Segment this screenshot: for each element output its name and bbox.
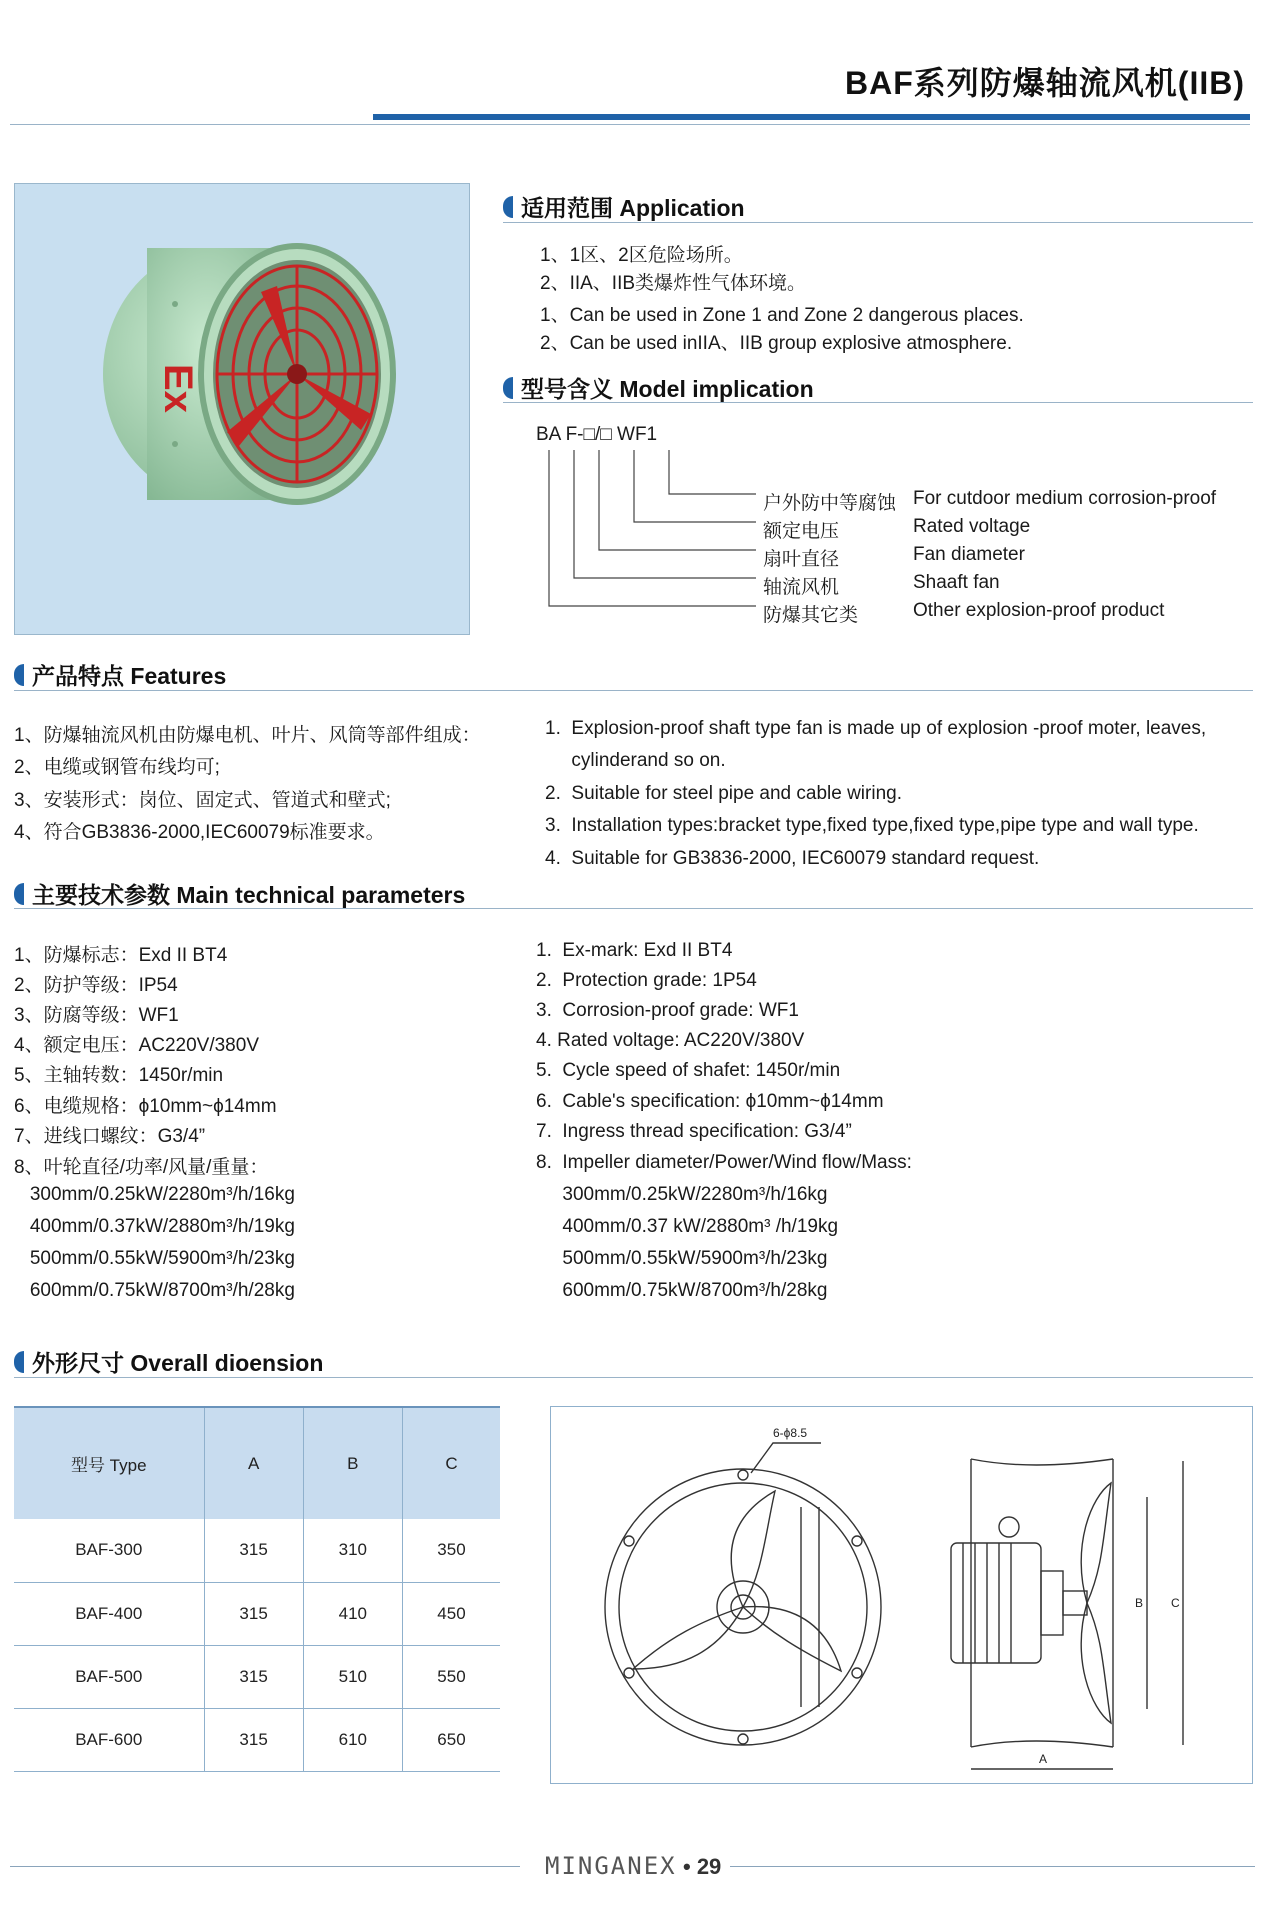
- dim-b-label: B: [1135, 1596, 1144, 1610]
- footer-line-left: [10, 1866, 520, 1867]
- model-code: BA F-□/□ WF1: [536, 424, 658, 445]
- feature-cn-line: 3、安装形式：岗位、固定式、管道式和壁式;: [14, 790, 391, 811]
- cell-c: 350: [402, 1519, 500, 1582]
- model-label-en: Rated voltage: [913, 516, 1031, 537]
- param-en-line: 4. Rated voltage: AC220V/380V: [536, 1030, 805, 1051]
- table-row: [14, 1645, 500, 1708]
- param-en-line: 7. Ingress thread specification: G3/4”: [536, 1121, 852, 1142]
- dimension-heading: 外形尺寸 Overall dioension: [14, 1345, 323, 1378]
- param-cn-line: 4、额定电压：AC220V/380V: [14, 1035, 259, 1056]
- cell-type: BAF-300: [14, 1519, 204, 1582]
- holes-label: 6-ϕ8.5: [773, 1426, 808, 1440]
- table-row: [14, 1519, 500, 1582]
- cell-c: 650: [402, 1708, 500, 1771]
- param-cn-line: 8、叶轮直径/功率/风量/重量：: [14, 1157, 269, 1178]
- model-heading: 型号含义 Model implication: [503, 371, 814, 404]
- feature-cn-line: 4、符合GB3836-2000,IEC60079标准要求。: [14, 822, 385, 843]
- col-header-c: C: [402, 1407, 500, 1519]
- ex-marking: Ex: [156, 364, 200, 413]
- model-label-cn: 户外防中等腐蚀: [763, 493, 897, 514]
- page-number: • 29: [683, 1854, 722, 1879]
- feature-en-line: 4. Suitable for GB3836-2000, IEC60079 standard request.: [545, 848, 1040, 869]
- cell-a: 315: [204, 1708, 303, 1771]
- explosion-proof-fan-image: [15, 184, 470, 635]
- param-cn-line: 600mm/0.75kW/8700m³/h/28kg: [14, 1280, 295, 1301]
- dimension-drawing: [550, 1406, 1253, 1784]
- param-en-line: 2. Protection grade: 1P54: [536, 970, 757, 991]
- param-en-line: 6. Cable's specification: ϕ10mm~ϕ14mm: [536, 1091, 884, 1112]
- application-line: 2、Can be used inIIA、IIB group explosive atmosphere.: [540, 333, 1013, 354]
- model-label-en: For cutdoor medium corrosion-proof: [913, 488, 1217, 509]
- cell-type: BAF-500: [14, 1645, 204, 1708]
- param-cn-line: 1、防爆标志：Exd II BT4: [14, 945, 228, 966]
- model-label-en: Other explosion-proof product: [913, 600, 1165, 621]
- cell-a: 315: [204, 1519, 303, 1582]
- feature-en-line: cylinderand so on.: [545, 750, 726, 771]
- feature-en-line: 2. Suitable for steel pipe and cable wiring.: [545, 783, 902, 804]
- param-en-line: 600mm/0.75kW/8700m³/h/28kg: [536, 1280, 828, 1301]
- param-cn-line: 5、主轴转数：1450r/min: [14, 1065, 224, 1086]
- cell-b: 310: [303, 1519, 402, 1582]
- fan-technical-drawing: [551, 1407, 1254, 1785]
- col-header-type: 型号 Type: [14, 1407, 204, 1519]
- cell-b: 610: [303, 1708, 402, 1771]
- param-en-line: 5. Cycle speed of shafet: 1450r/min: [536, 1060, 841, 1081]
- params-heading: 主要技术参数 Main technical parameters: [14, 877, 465, 910]
- dim-c-label: C: [1171, 1596, 1180, 1610]
- application-line: 1、Can be used in Zone 1 and Zone 2 dangerous places.: [540, 305, 1024, 326]
- feature-cn-line: 1、防爆轴流风机由防爆电机、叶片、风筒等部件组成：: [14, 725, 481, 746]
- feature-en-line: 1. Explosion-proof shaft type fan is made up of explosion -proof moter, leaves,: [545, 718, 1207, 739]
- page-title: BAF系列防爆轴流风机(IIB): [845, 65, 1245, 101]
- heading-underline: [14, 908, 1253, 909]
- footer-line-right: [730, 1866, 1255, 1867]
- dim-a-label: A: [1039, 1752, 1048, 1766]
- param-en-line: 400mm/0.37 kW/2880m³ /h/19kg: [536, 1216, 839, 1237]
- param-cn-line: 6、电缆规格：ϕ10mm~ϕ14mm: [14, 1096, 277, 1117]
- heading-underline: [14, 1377, 1253, 1378]
- application-line: 2、IIA、IIB类爆炸性气体环境。: [540, 273, 807, 294]
- heading-marker: [14, 664, 24, 686]
- param-en-line: 3. Corrosion-proof grade: WF1: [536, 1000, 799, 1021]
- param-cn-line: 7、进线口螺纹：G3/4”: [14, 1126, 206, 1147]
- cell-type: BAF-600: [14, 1708, 204, 1771]
- header-divider: [10, 124, 1250, 125]
- param-en-line: 500mm/0.55kW/5900m³/h/23kg: [536, 1248, 828, 1269]
- feature-en-line: 3. Installation types:bracket type,fixed type,fixed type,pipe type and wall type.: [545, 815, 1199, 836]
- param-cn-line: 2、防护等级：IP54: [14, 975, 178, 996]
- cell-c: 550: [402, 1645, 500, 1708]
- table-header-row: [14, 1407, 500, 1519]
- product-photo: [14, 183, 470, 635]
- model-label-en: Shaaft fan: [913, 572, 1000, 593]
- cell-b: 410: [303, 1582, 402, 1645]
- features-heading: 产品特点 Features: [14, 658, 226, 691]
- cell-b: 510: [303, 1645, 402, 1708]
- cell-a: 315: [204, 1645, 303, 1708]
- application-heading: 适用范围 Application: [503, 190, 745, 223]
- col-header-b: B: [303, 1407, 402, 1519]
- dimension-table: [14, 1406, 500, 1772]
- footer-brand: MINGANEX: [545, 1852, 677, 1880]
- heading-underline: [503, 402, 1253, 403]
- param-cn-line: 500mm/0.55kW/5900m³/h/23kg: [14, 1248, 295, 1269]
- table-row: [14, 1708, 500, 1771]
- cell-a: 315: [204, 1582, 303, 1645]
- feature-cn-line: 2、电缆或钢管布线均可;: [14, 757, 220, 778]
- cell-c: 450: [402, 1582, 500, 1645]
- col-header-a: A: [204, 1407, 303, 1519]
- model-label-cn: 轴流风机: [763, 577, 840, 598]
- cell-type: BAF-400: [14, 1582, 204, 1645]
- table-row: [14, 1582, 500, 1645]
- model-label-cn: 防爆其它类: [763, 605, 859, 626]
- param-en-line: 300mm/0.25kW/2280m³/h/16kg: [536, 1184, 828, 1205]
- model-label-cn: 扇叶直径: [763, 549, 840, 570]
- model-label-en: Fan diameter: [913, 544, 1025, 565]
- model-label-cn: 额定电压: [763, 521, 840, 542]
- application-line: 1、1区、2区危险场所。: [540, 245, 743, 266]
- heading-marker: [503, 196, 513, 218]
- param-en-line: 8. Impeller diameter/Power/Wind flow/Mass:: [536, 1152, 912, 1173]
- param-cn-line: 400mm/0.37kW/2880m³/h/19kg: [14, 1216, 295, 1237]
- model-legend-lines: [536, 444, 766, 624]
- heading-marker: [14, 883, 24, 905]
- heading-underline: [14, 690, 1253, 691]
- heading-underline: [503, 222, 1253, 223]
- heading-marker: [503, 377, 513, 399]
- param-en-line: 1. Ex-mark: Exd II BT4: [536, 940, 733, 961]
- param-cn-line: 300mm/0.25kW/2280m³/h/16kg: [14, 1184, 295, 1205]
- param-cn-line: 3、防腐等级：WF1: [14, 1005, 179, 1026]
- header-accent-line: [373, 114, 1250, 120]
- heading-marker: [14, 1351, 24, 1373]
